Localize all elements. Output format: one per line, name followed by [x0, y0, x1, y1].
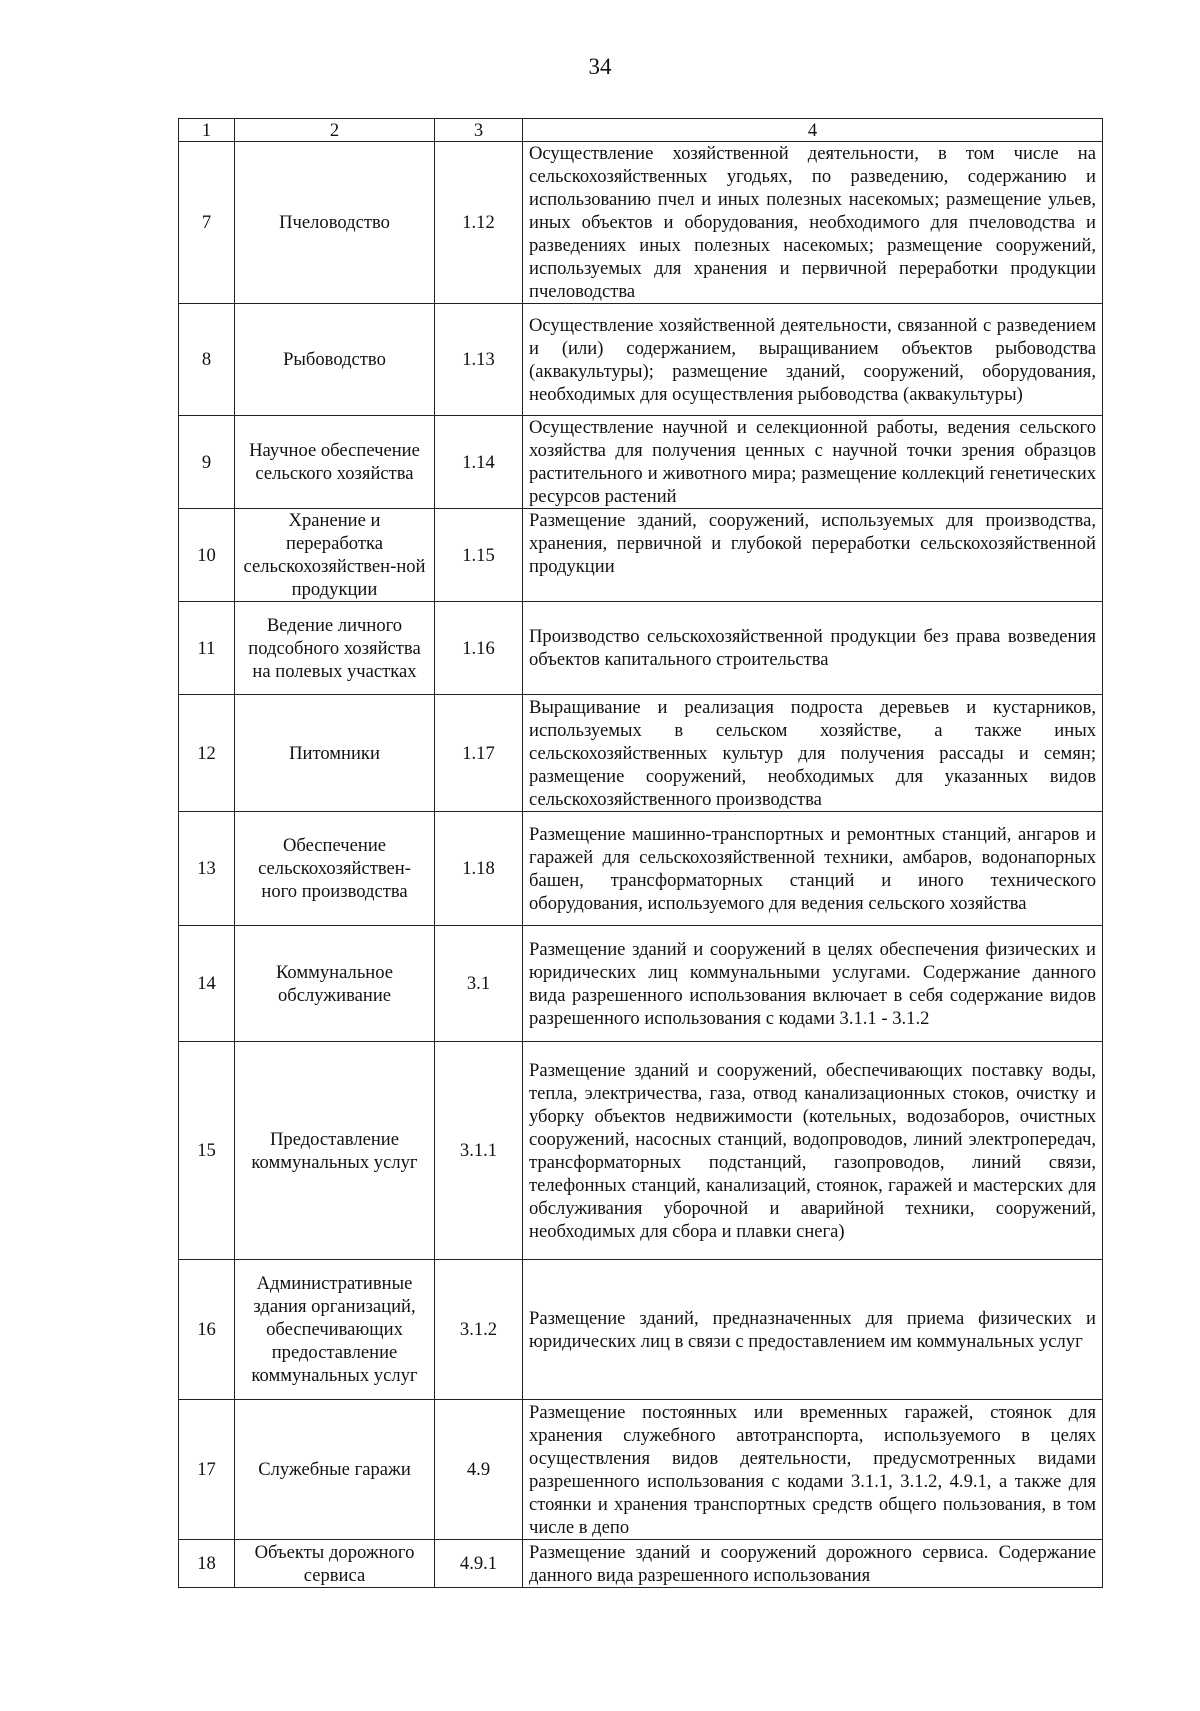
use-type-code: 1.16 [435, 602, 523, 695]
use-type-code: 1.14 [435, 416, 523, 509]
table-row [179, 142, 1103, 304]
use-type-code: 4.9.1 [435, 1540, 523, 1588]
row-number: 9 [179, 416, 235, 509]
use-type-code: 1.12 [435, 142, 523, 304]
table-row [179, 416, 1103, 509]
land-use-table [178, 118, 1103, 1588]
row-number: 15 [179, 1042, 235, 1260]
use-type-code: 3.1 [435, 926, 523, 1042]
row-number: 11 [179, 602, 235, 695]
row-number: 12 [179, 695, 235, 812]
use-type-name: Ведение личного подсобного хозяйства на полевых участках [235, 602, 435, 695]
use-type-name: Пчеловодство [235, 142, 435, 304]
use-type-description: Размещение зданий и сооружений дорожного сервиса. Содержание данного вида разрешенного использования [523, 1540, 1103, 1588]
table-row [179, 602, 1103, 695]
use-type-description: Осуществление хозяйственной деятельности, в том числе на сельскохозяйственных угодьях, по разведению, содержанию и использованию пчел и иных полезных насекомых; размещение ульев, иных объектов и оборудования, необходимого для пчеловодства и разведениях иных полезных насекомых; размещение сооружений, используемых для хранения и первичной переработки продукции пчеловодства [523, 142, 1103, 304]
use-type-name: Коммунальное обслуживание [235, 926, 435, 1042]
row-number: 13 [179, 812, 235, 926]
row-number: 16 [179, 1260, 235, 1400]
use-type-description: Размещение зданий, сооружений, используемых для производства, хранения, первичной и глубокой переработки сельскохозяйственной продукции [523, 509, 1103, 602]
row-number: 18 [179, 1540, 235, 1588]
use-type-name: Административные здания организаций, обеспечивающих предоставление коммунальных услуг [235, 1260, 435, 1400]
use-type-name: Рыбоводство [235, 304, 435, 416]
use-type-description: Размещение постоянных или временных гаражей, стоянок для хранения служебного автотранспорта, используемого в целях осуществления видов деятельности, предусмотренных видами разрешенного использования с кодами 3.1.1, 3.1.2, 4.9.1, а также для стоянки и хранения транспортных средств общего пользования, в том числе в депо [523, 1400, 1103, 1540]
header-col-1: 1 [179, 119, 235, 142]
use-type-description: Размещение зданий, предназначенных для приема физических и юридических лиц в связи с предоставлением им коммунальных услуг [523, 1260, 1103, 1400]
use-type-code: 1.17 [435, 695, 523, 812]
table-row [179, 1042, 1103, 1260]
row-number: 7 [179, 142, 235, 304]
table-row [179, 695, 1103, 812]
use-type-description: Осуществление хозяйственной деятельности, связанной с разведением и (или) содержанием, выращиванием объектов рыбоводства (аквакультуры); размещение зданий, сооружений, оборудования, необходимых для осуществления рыбоводства (аквакультуры) [523, 304, 1103, 416]
use-type-description: Производство сельскохозяйственной продукции без права возведения объектов капитального строительства [523, 602, 1103, 695]
row-number: 14 [179, 926, 235, 1042]
row-number: 10 [179, 509, 235, 602]
table-row [179, 1540, 1103, 1588]
use-type-name: Хранение и переработка сельскохозяйствен-ной продукции [235, 509, 435, 602]
use-type-code: 1.13 [435, 304, 523, 416]
table-row [179, 304, 1103, 416]
use-type-code: 1.15 [435, 509, 523, 602]
use-type-name: Предоставление коммунальных услуг [235, 1042, 435, 1260]
table-row [179, 812, 1103, 926]
use-type-code: 1.18 [435, 812, 523, 926]
use-type-code: 3.1.2 [435, 1260, 523, 1400]
use-type-name: Служебные гаражи [235, 1400, 435, 1540]
use-type-description: Выращивание и реализация подроста деревьев и кустарников, используемых в сельском хозяйстве, а также иных сельскохозяйственных культур для получения рассады и семян; размещение сооружений, необходимых для указанных видов сельскохозяйственного производства [523, 695, 1103, 812]
row-number: 17 [179, 1400, 235, 1540]
use-type-code: 4.9 [435, 1400, 523, 1540]
use-type-name: Обеспечение сельскохозяйствен-ного производства [235, 812, 435, 926]
table-row [179, 1400, 1103, 1540]
use-type-name: Питомники [235, 695, 435, 812]
use-type-description: Размещение зданий и сооружений в целях обеспечения физических и юридических лиц коммунальными услугами. Содержание данного вида разрешенного использования включает в себя содержание видов разрешенного использования с кодами 3.1.1 - 3.1.2 [523, 926, 1103, 1042]
use-type-description: Размещение зданий и сооружений, обеспечивающих поставку воды, тепла, электричества, газа, отвод канализационных стоков, очистку и уборку объектов недвижимости (котельных, водозаборов, очистных сооружений, насосных станций, водопроводов, линий электропередач, трансформаторных подстанций, газопроводов, линий связи, телефонных станций, канализаций, стоянок, гаражей и мастерских для обслуживания уборочной и аварийной техники, сооружений, необходимых для сбора и плавки снега) [523, 1042, 1103, 1260]
table-header-row [179, 119, 1103, 142]
header-col-4: 4 [523, 119, 1103, 142]
table-row [179, 509, 1103, 602]
page-number: 34 [588, 54, 612, 79]
table-row [179, 926, 1103, 1042]
header-col-3: 3 [435, 119, 523, 142]
row-number: 8 [179, 304, 235, 416]
use-type-description: Осуществление научной и селекционной работы, ведения сельского хозяйства для получения ценных с научной точки зрения образцов растительного и животного мира; размещение коллекций генетических ресурсов растений [523, 416, 1103, 509]
use-type-name: Объекты дорожного сервиса [235, 1540, 435, 1588]
header-col-2: 2 [235, 119, 435, 142]
use-type-code: 3.1.1 [435, 1042, 523, 1260]
table-row [179, 1260, 1103, 1400]
use-type-name: Научное обеспечение сельского хозяйства [235, 416, 435, 509]
use-type-description: Размещение машинно-транспортных и ремонтных станций, ангаров и гаражей для сельскохозяйственной техники, амбаров, водонапорных башен, трансформаторных станций и иного технического оборудования, используемого для ведения сельского хозяйства [523, 812, 1103, 926]
